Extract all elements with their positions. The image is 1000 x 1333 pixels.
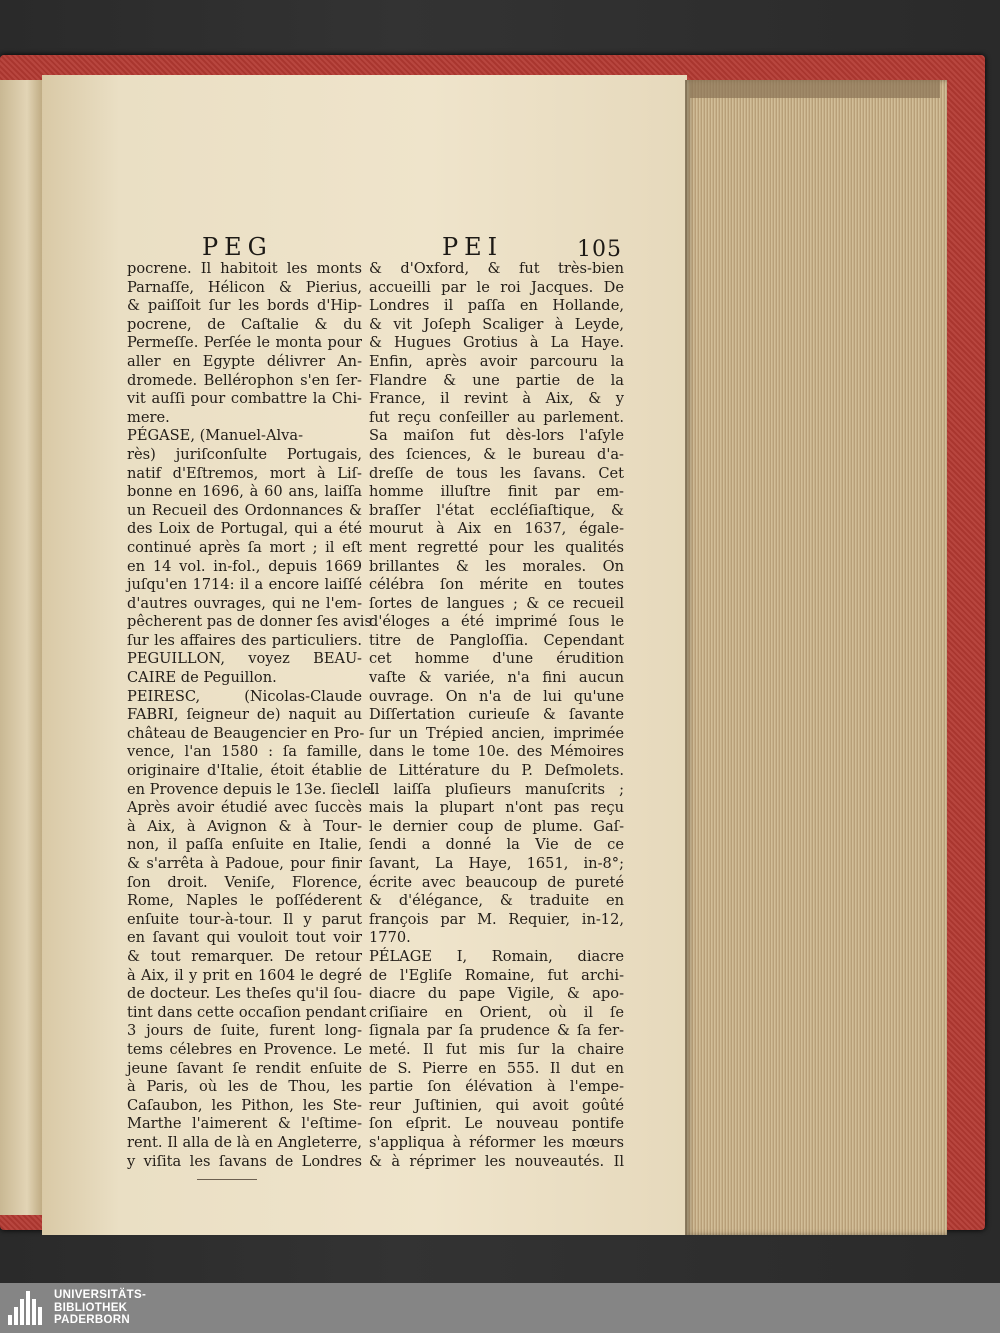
text-line: & vit Joſeph Scaliger à Leyde, [369, 315, 624, 333]
text-line: enſuite tour-à-tour. Il y parut [127, 910, 362, 928]
text-line: en ſavant qui vouloit tout voir [127, 929, 362, 947]
text-line: ſon eſprit. Le nouveau pontife [369, 1115, 624, 1133]
text-line: tint dans cette occaſion pendant [127, 1003, 367, 1021]
text-line: jeune ſavant ſe rendit enſuite [127, 1059, 362, 1077]
text-line: Enfin, après avoir parcouru la [369, 352, 624, 370]
text-line: vence, l'an 1580 : ſa famille, [127, 743, 362, 761]
text-line: ſortes de langues ; & ce recueil [369, 594, 624, 612]
page-block-edge [685, 80, 947, 1235]
text-line: PÉGASE, (Manuel-Alva- [127, 427, 304, 445]
text-line: de l'Egliſe Romaine, fut archi- [369, 966, 624, 984]
text-line: de S. Pierre en 555. Il dut en [369, 1059, 624, 1077]
text-column-left [127, 260, 376, 1171]
text-line: Marthe l'aimerent & l'eſtime- [127, 1115, 362, 1133]
text-line: ment regretté pour les qualités [369, 538, 624, 556]
text-line: partie ſon élévation à l'empe- [369, 1078, 624, 1096]
text-line: tems célebres en Provence. Le [127, 1040, 362, 1058]
text-line: cet homme d'une érudition [369, 650, 624, 668]
library-name-line: PADERBORN [54, 1314, 130, 1326]
text-line: y viſita les ſavans de Londres [127, 1152, 362, 1170]
text-line: Sa maiſon fut dès-lors l'aſyle [369, 427, 624, 445]
text-line: juſqu'en 1714: il a encore laiſſé [127, 576, 362, 594]
text-line: à Paris, où les de Thou, les [127, 1078, 362, 1096]
text-line: à Aix, à Avignon & à Tour- [127, 817, 362, 835]
book-page [42, 75, 687, 1235]
text-line: en Provence depuis le 13e. ſiecle. [127, 780, 376, 798]
text-line: dans le tome 10e. des Mémoires [369, 743, 624, 761]
text-line: Caſaubon, les Pithon, les Ste- [127, 1096, 362, 1114]
text-line: mais la plupart n'ont pas reçu [369, 799, 624, 817]
text-line: ouvrage. On n'a de lui qu'une [369, 687, 624, 705]
text-line: ſur un Trépied ancien, imprimée [369, 724, 624, 742]
text-line: rent. Il alla de là en Angleterre, [127, 1133, 362, 1151]
text-line: pêcherent pas de donner ſes avis [127, 613, 372, 631]
text-line: le dernier coup de plume. Gaſ- [369, 817, 624, 835]
library-footer [0, 1283, 1000, 1333]
text-line: accueilli par le roi Jacques. De [369, 278, 624, 296]
text-line: des Loix de Portugal, qui a été [127, 520, 362, 538]
text-line: de docteur. Les theſes qu'il ſou- [127, 985, 362, 1003]
text-line: 1770. [369, 929, 411, 947]
text-line: aller en Egypte délivrer An- [127, 352, 362, 370]
text-line: brillantes & les morales. On [369, 557, 624, 575]
text-line: & tout remarquer. De retour [127, 947, 362, 965]
text-line: France, il revint à Aix, & y [369, 390, 624, 408]
text-line: non, il paſſa enſuite en Italie, [127, 836, 362, 854]
text-line: CAIRE de Peguillon. [127, 669, 277, 687]
library-name-line: UNIVERSITÄTS- [54, 1289, 147, 1301]
text-line: continué après ſa mort ; il eſt [127, 538, 362, 556]
page-number: 105 [577, 237, 622, 262]
text-line: écrite avec beaucoup de pureté [369, 873, 624, 891]
text-line: célébra ſon mérite en toutes [369, 576, 624, 594]
text-line: Après avoir étudié avec ſuccès [127, 799, 362, 817]
library-name [54, 1289, 146, 1327]
text-line: un Recueil des Ordonnances & [127, 501, 362, 519]
text-line: & Hugues Grotius à La Haye. [369, 334, 624, 352]
text-line: Rome, Naples le poſſéderent [127, 892, 362, 910]
text-line: reur Juſtinien, qui avoit goûté [369, 1096, 624, 1114]
text-line: Permeſſe. Perſée le monta pour [127, 334, 362, 352]
text-line: rès) juriſconſulte Portugais, [127, 445, 362, 463]
text-line: & d'élégance, & traduite en [369, 892, 624, 910]
text-line: s'appliqua à réformer les mœurs [369, 1133, 624, 1151]
text-line: braſſer l'état eccléſiaſtique, & [369, 501, 624, 519]
text-line: dreſſe de tous les ſavans. Cet [369, 464, 624, 482]
page-block-top-shadow [690, 80, 940, 98]
text-line: Il laiſſa pluſieurs manuſcrits ; [369, 780, 624, 798]
text-line: de Littérature du P. Deſmolets. [369, 762, 624, 780]
footer-rule [197, 1179, 257, 1180]
text-line: & d'Oxford, & fut très-bien [369, 260, 624, 277]
text-line: Parnaſſe, Hélicon & Pierius, [127, 278, 362, 296]
text-line: vit auſſi pour combattre la Chi- [127, 390, 362, 408]
library-logo-icon [8, 1291, 48, 1325]
text-line: bonne en 1696, à 60 ans, laiſſa [127, 483, 362, 501]
facing-page-edge [0, 80, 45, 1215]
text-line: pocrene, de Caſtalie & du [127, 315, 362, 333]
text-line: originaire d'Italie, étoit établie [127, 762, 362, 780]
text-line: & s'arrêta à Padoue, pour finir [127, 855, 362, 872]
text-line: Flandre & une partie de la [369, 371, 624, 389]
text-line: fut reçu conſeiller au parlement. [369, 408, 624, 426]
header-center: PEI [442, 233, 504, 261]
text-line: des ſciences, & le bureau d'a- [369, 445, 624, 463]
text-line: ſendi a donné la Vie de ce [369, 836, 624, 854]
text-line: ſon droit. Veniſe, Florence, [127, 873, 362, 891]
text-line: françois par M. Requier, in-12, [369, 910, 624, 928]
text-line: dromede. Bellérophon s'en ſer- [127, 371, 362, 389]
text-line: 3 jours de ſuite, furent long- [127, 1022, 362, 1040]
header-left: PEG [202, 233, 273, 261]
text-line: meté. Il fut mis ſur la chaire [369, 1040, 624, 1058]
text-line: PÉLAGE I, Romain, diacre [369, 947, 624, 965]
library-name-line: BIBLIOTHEK [54, 1301, 128, 1314]
text-line: ſur les affaires des particuliers. [127, 631, 362, 649]
text-line: ſignala par ſa prudence & ſa fer- [369, 1022, 624, 1040]
text-column-right [369, 260, 624, 1171]
text-line: & à réprimer les nouveautés. Il [369, 1152, 624, 1170]
text-line: ſavant, La Haye, 1651, in-8°; [369, 855, 624, 872]
text-line: à Aix, il y prit en 1604 le degré [127, 966, 362, 984]
text-line: mere. [127, 408, 170, 426]
text-line: criſiaire en Orient, où il ſe [369, 1003, 624, 1021]
text-line: diacre du pape Vigile, & apo- [369, 985, 624, 1003]
text-line: Diſſertation curieuſe & ſavante [369, 706, 624, 724]
text-line: natif d'Eſtremos, mort à Liſ- [127, 464, 362, 482]
text-line: château de Beaugencier en Pro- [127, 724, 365, 742]
text-line: en 14 vol. in-fol., depuis 1669 [127, 557, 362, 575]
text-line: PEGUILLON, voyez BEAU- [127, 650, 362, 668]
text-line: FABRI, ſeigneur de) naquit au [127, 706, 362, 724]
text-line: homme illuſtre finit par em- [369, 483, 624, 501]
text-line: d'éloges a été imprimé ſous le [369, 613, 624, 631]
text-line: Londres il paſſa en Hollande, [369, 297, 624, 315]
text-line: titre de Pangloſſia. Cependant [369, 631, 624, 649]
text-line: & paiſſoit ſur les bords d'Hip- [127, 297, 362, 315]
text-line: vaſte & variée, n'a fini aucun [369, 669, 624, 687]
text-line: d'autres ouvrages, qui ne l'em- [127, 594, 362, 612]
text-line: pocrene. Il habitoit les monts [127, 260, 362, 277]
text-line: mourut à Aix en 1637, égale- [369, 520, 624, 538]
text-line: PEIRESC, (Nicolas-Claude [127, 687, 362, 705]
